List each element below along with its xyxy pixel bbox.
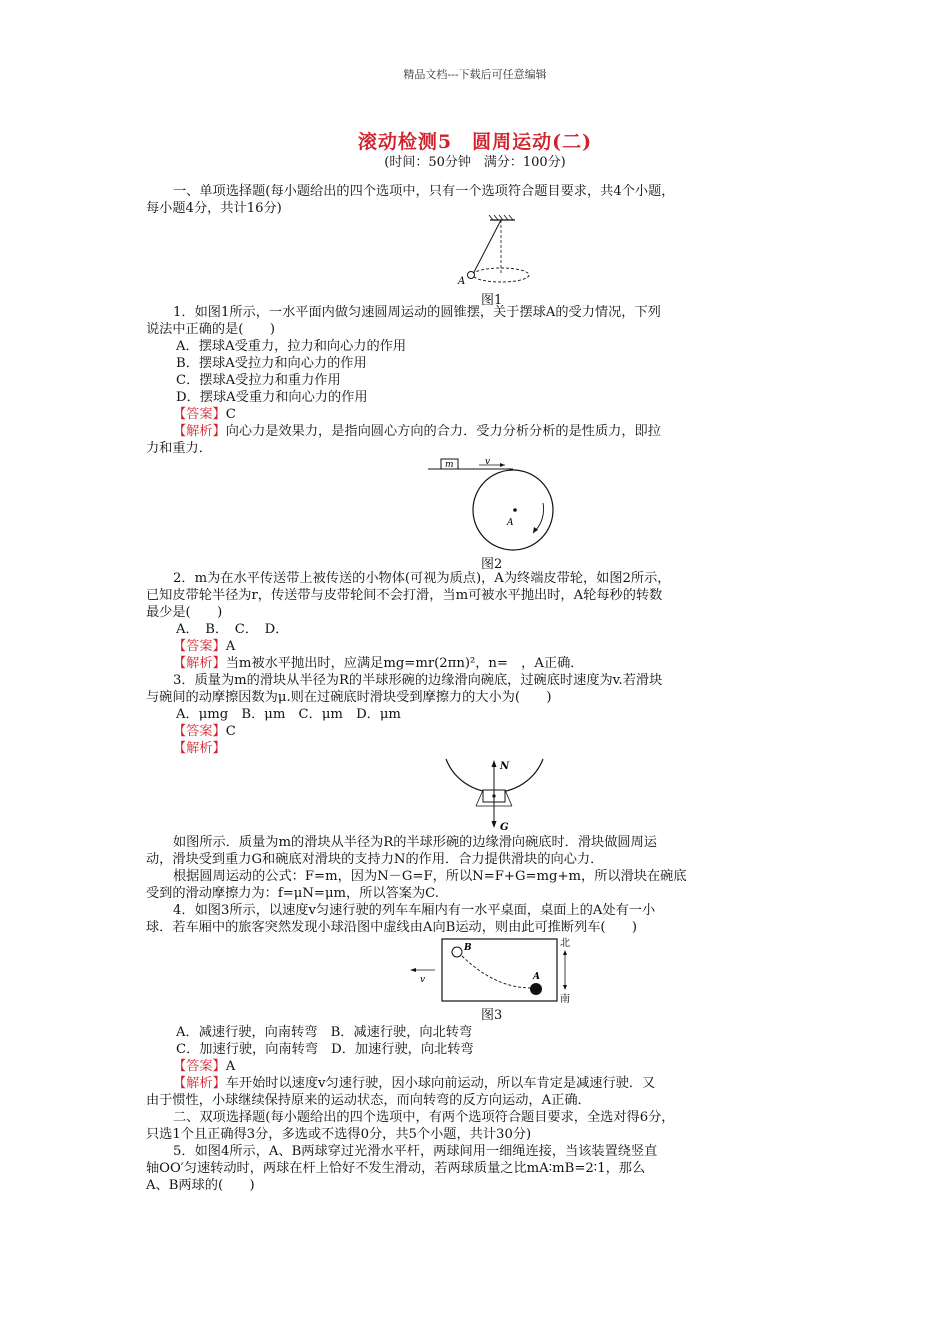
section-two-intro-cont: 只选1个且正确得3分，多选或不选得0分，共5个小题，共计30分) <box>146 1127 532 1142</box>
answer-tag: 【答案】 <box>173 1059 226 1074</box>
page-subtitle: (时间：50分钟 满分：100分) <box>384 155 566 170</box>
q3-analysis <box>146 740 808 757</box>
q1-answer-value: C <box>225 407 236 422</box>
q4-options-ab: A．减速行驶，向南转弯 B．减速行驶，向北转弯 <box>176 1025 473 1040</box>
q2-analysis <box>146 655 808 672</box>
q2-options: A． B． C． D． <box>176 622 289 637</box>
question-4-cont: 球．若车厢中的旅客突然发现小球沿图中虚线由A向B运动，则由此可推断列车( ) <box>146 920 638 935</box>
section-one-intro: 一、单项选择题(每小题给出的四个选项中，只有一个选项符合题目要求，共4个小题， <box>173 184 675 199</box>
figure-bowl-force-diagram <box>440 757 550 833</box>
q1-analysis-cont: 力和重力． <box>146 441 212 456</box>
q1-option-a: A．摆球A受重力，拉力和向心力的作用 <box>176 339 407 354</box>
q1-answer <box>146 406 808 423</box>
analysis-tag: 【解析】 <box>173 656 226 671</box>
question-3: 3．质量为m的滑块从半径为R的半球形碗的边缘滑向碗底，过碗底时速度为v.若滑块 <box>173 673 663 688</box>
figure-3-train-table <box>405 936 585 1006</box>
analysis-tag: 【解析】 <box>173 1076 226 1091</box>
analysis-tag: 【解析】 <box>173 741 226 756</box>
q2-answer <box>146 638 808 655</box>
fig2-label-m: m <box>445 460 454 470</box>
section-one-intro-cont: 每小题4分，共计16分) <box>146 201 282 216</box>
q1-analysis-text: 向心力是效果力，是指向圆心方向的合力．受力分析分析的是性质力，即拉 <box>225 424 661 439</box>
answer-tag: 【答案】 <box>173 724 226 739</box>
bowl-label-g: G <box>500 822 509 833</box>
q4-answer-value: A <box>225 1059 236 1074</box>
q3-answer <box>146 723 808 740</box>
figure-2-caption: 图2 <box>481 557 503 572</box>
q1-analysis <box>146 423 808 440</box>
question-5-cont: 轴OO′匀速转动时，两球在杆上恰好不发生滑动，若两球质量之比mA∶mB=2∶1，那么 <box>146 1161 646 1176</box>
q1-option-d: D．摆球A受重力和向心力的作用 <box>176 390 368 405</box>
q3-formula: 根据圆周运动的公式：F=m，因为N－G=F，所以N=F+G=mg+m，所以滑块在碗底 <box>173 869 687 884</box>
fig2-label-v: v <box>485 457 491 467</box>
q3-answer-value: C <box>225 724 236 739</box>
fig3-label-b: B <box>464 943 472 953</box>
question-2-cont2: 最少是( ) <box>146 605 223 620</box>
fig3-label-v: v <box>420 975 426 985</box>
figure-1-conical-pendulum <box>455 214 535 290</box>
q2-analysis-text: 当m被水平抛出时，应满足mg=mr(2πn)²，n= ，A正确． <box>225 656 584 671</box>
page-title: 滚动检测5 圆周运动(二) <box>357 131 593 153</box>
q3-formula-cont: 受到的滑动摩擦力为：f=μN=μm，所以答案为C. <box>146 886 439 901</box>
fig3-label-south: 南 <box>560 994 570 1005</box>
section-two-intro: 二、双项选择题(每小题给出的四个选项中，有两个选项符合题目要求，全选对得6分， <box>173 1110 675 1125</box>
answer-tag: 【答案】 <box>173 407 226 422</box>
fig3-label-north: 北 <box>560 938 570 949</box>
analysis-tag: 【解析】 <box>173 424 226 439</box>
question-1-cont: 说法中正确的是( ) <box>146 322 275 337</box>
q2-answer-value: A <box>225 639 236 654</box>
question-3-cont: 与碗间的动摩擦因数为μ.则在过碗底时滑块受到摩擦力的大小为( ) <box>146 690 552 705</box>
q3-options: A．μmg B．μm C．μm D．μm <box>176 707 401 722</box>
answer-tag: 【答案】 <box>173 639 226 654</box>
q4-analysis <box>146 1075 808 1092</box>
question-5-cont2: A、B两球的( ) <box>146 1178 255 1193</box>
bowl-label-n: N <box>500 761 510 772</box>
fig3-label-a: A <box>533 972 540 982</box>
q4-answer <box>146 1058 808 1075</box>
figure-3-caption: 图3 <box>481 1008 503 1023</box>
fig2-label-a: A <box>507 518 514 528</box>
page-header: 精品文档---下载后可任意编辑 <box>403 68 547 81</box>
q3-analysis-text: 如图所示．质量为m的滑块从半径为R的半球形碗的边缘滑向碗底时．滑块做圆周运 <box>173 835 657 850</box>
question-1: 1．如图1所示，一水平面内做匀速圆周运动的圆锥摆，关于摆球A的受力情况，下列 <box>173 305 661 320</box>
figure-2-conveyor-pulley <box>425 455 565 555</box>
fig1-label-a: A <box>458 276 466 287</box>
question-4: 4．如图3所示，以速度v匀速行驶的列车车厢内有一水平桌面，桌面上的A处有一小 <box>173 903 656 918</box>
q4-analysis-text: 车开始时以速度v匀速行驶，因小球向前运动，所以车肯定是减速行驶．又 <box>225 1076 656 1091</box>
question-5: 5．如图4所示，A、B两球穿过光滑水平杆，两球间用一细绳连接，当该装置绕竖直 <box>173 1144 658 1159</box>
q4-analysis-cont: 由于惯性，小球继续保持原来的运动状态，而向转弯的反方向运动，A正确． <box>146 1093 591 1108</box>
figure-1-caption: 图1 <box>481 293 503 308</box>
question-2-cont: 已知皮带轮半径为r，传送带与皮带轮间不会打滑，当m可被水平抛出时，A轮每秒的转数 <box>146 588 663 603</box>
question-2: 2．m为在水平传送带上被传送的小物体(可视为质点)，A为终端皮带轮，如图2所示， <box>173 571 671 586</box>
q1-option-c: C．摆球A受拉力和重力作用 <box>176 373 341 388</box>
q3-analysis-cont: 动，滑块受到重力G和碗底对滑块的支持力N的作用．合力提供滑块的向心力． <box>146 852 604 867</box>
q4-options-cd: C．加速行驶，向南转弯 D．加速行驶，向北转弯 <box>176 1042 474 1057</box>
q1-option-b: B．摆球A受拉力和向心力的作用 <box>176 356 367 371</box>
